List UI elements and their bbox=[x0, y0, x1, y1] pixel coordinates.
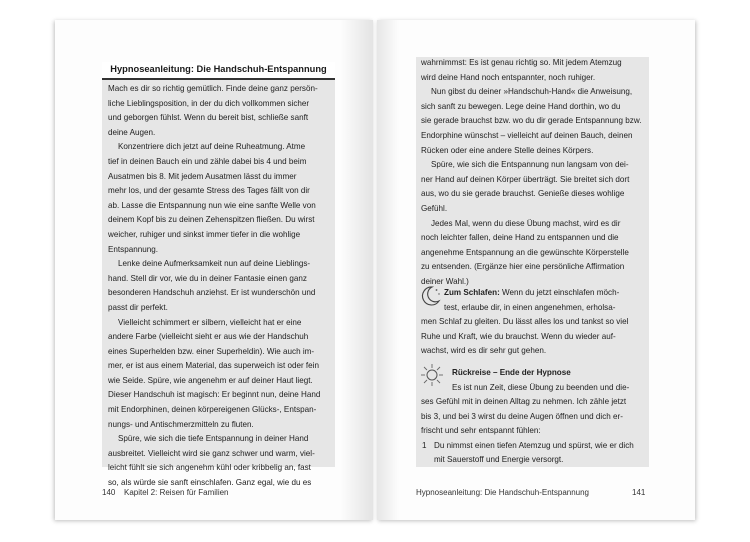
crescent-moon-icon bbox=[418, 284, 442, 308]
text-line: Gefühl. bbox=[421, 203, 448, 213]
text-line: und geborgen fühlst. Wenn du bereit bist, schließe sanft bbox=[108, 113, 309, 123]
right-page-number: 141 bbox=[632, 488, 646, 497]
text-line: Spüre, wie sich die tiefe Entspannung in deiner Hand bbox=[118, 434, 309, 444]
text-line: Rücken oder eine andere Stelle deines Körpers. bbox=[421, 145, 594, 155]
return-heading: Rückreise – Ende der Hypnose bbox=[452, 368, 571, 377]
right-text-column bbox=[421, 58, 643, 292]
return-line: frischt und sehr entspannt fühlen: bbox=[421, 426, 541, 435]
text-line: deinem Kopf bis zu deinen Zehenspitzen fließen. Du wirst bbox=[108, 215, 315, 225]
text-line: eines Superhelden bzw. einer Superheldin). Wie auch im- bbox=[108, 346, 315, 356]
text-line: sie gerade brauchst bzw. wo du dir gerade Entspannung bzw. bbox=[421, 116, 642, 126]
text-line: weicher, ruhiger und sinkst immer tiefer in die wohlige bbox=[108, 229, 301, 239]
text-line: besonderen Handschuh anziehst. Er ist wunderschön und bbox=[108, 288, 316, 298]
left-running-footer: Kapitel 2: Reisen für Familien bbox=[124, 488, 229, 497]
text-line: Mach es dir so richtig gemütlich. Finde deine ganz persön- bbox=[108, 84, 318, 93]
return-line: bis 3, und bei 3 wirst du deine Augen öffnen und dich er- bbox=[421, 411, 623, 421]
text-line: Dieser Handschuh ist magisch: Er beginnt nun, deine Hand bbox=[108, 390, 321, 400]
text-line: wird deine Hand noch entspannter, noch ruhiger. bbox=[421, 72, 596, 82]
gutter-shadow-left bbox=[340, 20, 373, 520]
return-line: ses Gefühl mit in deinen Alltag zu nehmen. Ich zähle jetzt bbox=[421, 397, 627, 406]
box-title: Hypnoseanleitung: Die Handschuh-Entspannung bbox=[110, 64, 327, 74]
text-line: wahrnimmst: Es ist genau richtig so. Mit jedem Atemzug bbox=[421, 58, 622, 67]
text-line: angenehme Entspannung an die gewünschte Körperstelle bbox=[421, 247, 629, 257]
text-line: mit Endorphinen, deinen körpereigenen Glücks-, Entspan- bbox=[108, 405, 317, 415]
text-line: Nun gibst du deiner »Handschuh-Hand« die Anweisung, bbox=[431, 87, 633, 97]
text-line: Ausatmen bis 8. Mit jedem Ausatmen lässt du immer bbox=[108, 171, 297, 181]
text-line: nungs- und Antischmerzmitteln zu fluten. bbox=[108, 419, 254, 429]
text-line: passt dir perfekt. bbox=[108, 302, 168, 312]
sleep-line: wachst, wird es dir sehr gut gehen. bbox=[421, 346, 547, 355]
text-line: liche Lieblingsposition, in der du dich vollkommen sicher bbox=[108, 98, 310, 108]
text-line: Konzentriere dich jetzt auf deine Ruheatmung. Atme bbox=[118, 142, 306, 152]
text-line: tief in deinen Bauch ein und zähle dabei bis 4 und beim bbox=[108, 156, 307, 166]
list-number: 1 bbox=[422, 440, 427, 450]
right-running-footer: Hypnoseanleitung: Die Handschuh-Entspannung bbox=[416, 488, 590, 497]
text-line: zu entsenden. (Ergänze hier eine persönliche Affirmation bbox=[421, 262, 625, 272]
text-line: sich sanft zu bewegen. Lege deine Hand dorthin, wo du bbox=[421, 101, 621, 111]
text-line: ab. Lasse die Entspannung nun wie eine sanfte Welle von bbox=[108, 200, 316, 210]
text-line: wie Seide. Spüre, wie angenehm er auf deiner Haut liegt. bbox=[108, 375, 313, 385]
sun-icon bbox=[419, 362, 445, 388]
left-page-number: 140 bbox=[102, 488, 116, 497]
list-line: mit Sauerstoff und Energie versorgt. bbox=[434, 455, 564, 464]
text-line: Vielleicht schimmert er silbern, vielleicht hat er eine bbox=[118, 317, 302, 327]
text-line: Lenke deine Aufmerksamkeit nun auf deine Lieblings- bbox=[118, 259, 311, 269]
text-line: ner Hand auf deinen Körper überträgt. Sie breitet sich dort bbox=[421, 174, 630, 184]
text-line: leicht fühlt sie sich angenehm kühl oder kribbelig an, fast bbox=[108, 463, 311, 473]
text-line: ausbreitet. Vielleicht wird sie ganz schwer und warm, viel- bbox=[108, 448, 315, 458]
title-rule bbox=[102, 78, 335, 80]
list-line: Du nimmst einen tiefen Atemzug und spürst, wie er dich bbox=[434, 440, 634, 450]
sleep-line: men Schlaf zu gleiten. Du lässt alles los und tankst so viel bbox=[421, 317, 629, 326]
text-line: deiner Wahl.) bbox=[421, 276, 469, 286]
text-line: Entspannung. bbox=[108, 244, 158, 254]
sleep-first-line bbox=[444, 286, 619, 301]
return-line: Es ist nun Zeit, diese Übung zu beenden und die- bbox=[452, 382, 630, 392]
text-line: hand. Stell dir vor, wie du in deiner Fantasie einen ganz bbox=[108, 273, 307, 283]
text-line: Jedes Mal, wenn du diese Übung machst, wird es dir bbox=[431, 218, 621, 228]
text-line: mer, er ist aus einem Material, das superweich ist oder fein bbox=[108, 361, 319, 371]
text-line: Endorphine wünschst – vielleicht auf deinen Bauch, deinen bbox=[421, 130, 633, 140]
text-line: Spüre, wie sich die Entspannung nun langsam von dei- bbox=[431, 160, 629, 170]
sleep-line: test, erlaube dir, in einen angenehmen, erholsa- bbox=[444, 302, 616, 312]
text-line: so, als würde sie sanft einschlafen. Ganz egal, wie du es bbox=[108, 478, 312, 488]
text-line: mehr los, und der gesamte Stress des Tages fällt von dir bbox=[108, 186, 310, 196]
sleep-first-text: Wenn du jetzt einschlafen möch- bbox=[499, 288, 620, 297]
sleep-heading: Zum Schlafen: bbox=[444, 288, 500, 297]
text-line: andere Farbe (vielleicht sieht er aus wie der Handschuh bbox=[108, 332, 309, 342]
gutter-shadow-right bbox=[377, 20, 399, 520]
left-text-column bbox=[108, 84, 330, 493]
text-line: deine Augen. bbox=[108, 127, 156, 137]
sleep-line: Ruhe und Kraft, wie du brauchst. Wenn du wieder auf- bbox=[421, 331, 616, 341]
text-line: noch leichter fallen, deine Hand zu entspannen und die bbox=[421, 233, 619, 243]
text-line: aus, wo du sie gerade brauchst. Genieße dieses wohlige bbox=[421, 189, 625, 199]
